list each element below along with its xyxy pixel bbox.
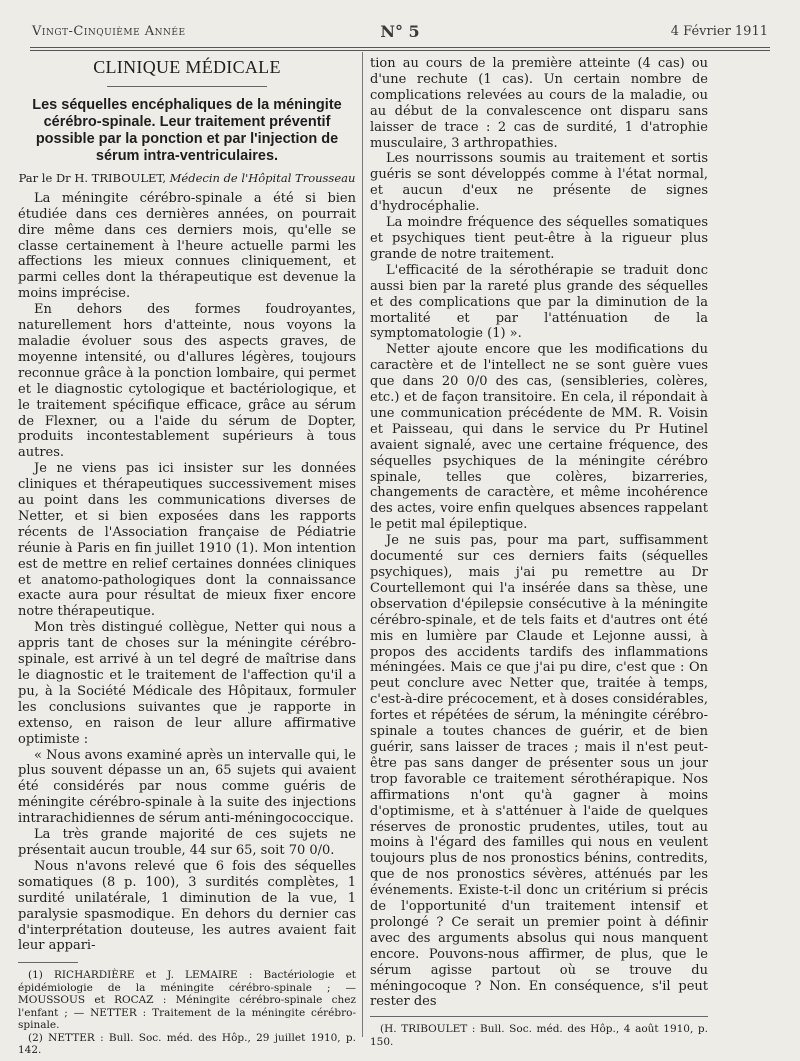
paragraph: Les nourrissons soumis au traitement et sortis guéris se sont développés comme à l'état normal, et aucun d'eux ne présente de signes d'hydrocéphalie. bbox=[370, 151, 708, 215]
paragraph: En dehors des formes foudroyantes, naturellement hors d'atteinte, nous voyons la maladie évoluer sous des aspects graves, de moyenne intensité, ou d'allures légères, toujours reconnue grâce à la ponction lombaire, qui permet et le diagnostic cytologique et bactériologique, et le traitement spécifique efficace, grâce au sérum de Flexner, ou a l'aide du sérum de Dopter, produits incontestablement supérieurs à tous autres. bbox=[18, 302, 356, 461]
paragraph: La moindre fréquence des séquelles somatiques et psychiques tient peut-être à la rigueur plus grande de notre traitement. bbox=[370, 215, 708, 262]
footnote-rule bbox=[18, 962, 78, 963]
column-divider bbox=[362, 52, 363, 1037]
header-volume: Vingt-Cinquième Année bbox=[32, 24, 186, 39]
paragraph: Mon très distingué collègue, Netter qui nous a appris tant de choses sur la méningite cérébro-spinale, est arrivé à un tel degré de maîtrise dans le diagnostic et le traitement de l'affection qu'il a pu, à la Société Médicale des Hôpitaux, formuler les conclusions suivantes que je rapporte in extenso, en raison de leur allure affirmative optimiste : bbox=[18, 620, 356, 747]
footnotes bbox=[18, 969, 356, 1057]
paragraph: tion au cours de la première atteinte (4 cas) ou d'une rechute (1 cas). Un certain nombre de complications relevées au cours de la maladie, ou au début de la convalescence ont disparu sans laisser de trace : 2 cas de surdité, 1 d'atrophie musculaire, 3 arthropathies. bbox=[370, 56, 708, 151]
footnote: (1) RICHARDIÈRE et J. LEMAIRE : Bactériologie et épidémiologie de la méningite cérébro-spinale ; — MOUSSOUS et ROCAZ : Méningite cérébro-spinale chez l'enfant ; — NETTER : Traitement de la méningite cérébro-spinale. bbox=[18, 969, 356, 1032]
section-title-rule bbox=[107, 86, 267, 87]
paragraph: La méningite cérébro-spinale a été si bien étudiée dans ces dernières années, on pourrait dire même dans ces derniers mois, qu'elle se classe certainement à l'heure actuelle parmi les affections les mieux connues cliniquement, et parmi celles dont la thérapeutique est devenue la moins imprécise. bbox=[18, 190, 356, 302]
right-column bbox=[370, 56, 708, 1048]
footnote-rule bbox=[370, 1016, 708, 1017]
paragraph: Netter ajoute encore que les modifications du caractère et de l'intellect ne se sont guère vues que dans 20 0/0 des cas, (sensibleries, colères, etc.) et de façon transitoire. En cela, il répondait à une communication précédente de MM. R. Voisin et Paisseau, qui dans le service du Pr Hutinel avaient signalé, avec une certaine fréquence, des séquelles psychiques de la méningite cérébro spinale, telles que colères, bizarreries, changements de caractère, et même incohérence des actes, voire enfin quelques absences rappelant le petit mal épileptique. bbox=[370, 342, 708, 533]
header-rule bbox=[30, 47, 770, 51]
section-title: CLINIQUE MÉDICALE bbox=[93, 57, 281, 77]
paragraph: La très grande majorité de ces sujets ne présentait aucun trouble, 44 sur 65, soit 70 0/0. bbox=[18, 827, 356, 858]
left-column bbox=[18, 56, 356, 1057]
byline bbox=[18, 171, 356, 187]
paragraph: L'efficacité de la sérothérapie se traduit donc aussi bien par la rareté plus grande des séquelles et des complications que par la diminution de la mortalité et par l'atténuation de la symptomatologie (1) ». bbox=[370, 262, 708, 342]
header-date: 4 Février 1911 bbox=[670, 24, 768, 39]
article-title: Les séquelles encéphaliques de la méningite cérébro-spinale. Leur traitement préventif possible par la ponction et par l'injection de sérum intra-ventriculaires. bbox=[32, 96, 342, 164]
paragraph: Nous n'avons relevé que 6 fois des séquelles somatiques (8 p. 100), 3 surdités complètes, 1 surdité unilatérale, 1 diminution de la vue, 1 paralysie spasmodique. En dehors du dernier cas d'interprétation douteuse, les autres avaient fait leur appari- bbox=[18, 858, 356, 954]
byline-role: Médecin de l'Hôpital Trousseau bbox=[169, 170, 356, 185]
running-header bbox=[32, 22, 768, 42]
footnote: (H. TRIBOULET : Bull. Soc. méd. des Hôp., 4 août 1910, p. 150. bbox=[370, 1023, 708, 1048]
paragraph: Je ne suis pas, pour ma part, suffisamment documenté sur ces derniers faits (séquelles psychiques), mais j'ai pu remettre au Dr Courtellemont qui l'a insérée dans sa thèse, une observation d'épilepsie consécutive à la méningite cérébro-spinale, et de tels faits et d'autres ont été mis en lumière par Claude et Lejonne aussi, à propos des accidents tardifs des inflammations méningées. Mais ce que j'ai pu dire, c'est que : On peut conclure avec Netter que, traitée à temps, c'est-à-dire précocement, et à doses considérables, fortes et répétées de sérum, la méningite cérébro-spinale a toutes chances de guérir, et de bien guérir, sans laisser de traces ; mais il n'est peut-être pas sans danger de présenter sous un jour trop favorable ce traitement sérothérapique. Nos affirmations n'ont qu'à gagner à moins d'optimisme, et à s'atténuer à l'aide de quelques réserves de pronostic prudentes, utiles, tout au moins à l'égard des familles qui nous en veulent toujours plus de nos pronostics bénins, contredits, que de nos pronostics sévères, atténués par les événements. Existe-t-il donc un critérium si précis de l'opportunité d'un traitement intensif et prolongé ? Ce serait un premier point à définir avec des arguments absolus qui nous manquent encore. Pouvons-nous affirmer, de plus, que le sérum agisse partout où se trouve du méningocoque ? Non. En conséquence, s'il peut rester des bbox=[370, 533, 708, 1010]
footnote: (2) NETTER : Bull. Soc. méd. des Hôp., 29 juillet 1910, p. 142. bbox=[18, 1031, 356, 1057]
paragraph: Je ne viens pas ici insister sur les données cliniques et thérapeutiques successivement mises au point dans les communications diverses de Netter, et si bien exposées dans les rapports récents de l'Association française de Pédiatrie réunie à Paris en fin juillet 1910 (1). Mon intention est de mettre en relief certaines données cliniques et anatomo-pathologiques dont la connaissance exacte aura pour résultat de mieux fixer encore notre thérapeutique. bbox=[18, 461, 356, 620]
header-issue-number: N° 5 bbox=[380, 22, 420, 41]
byline-author: Par le Dr H. TRIBOULET, bbox=[18, 170, 166, 185]
paragraph: « Nous avons examiné après un intervalle qui, le plus souvent dépasse un an, 65 sujets qui avaient été considérés par nous comme guéris de méningite cérébro-spinale à la suite des injections intrarachidiennes de sérum anti-méningococcique. bbox=[18, 747, 356, 827]
